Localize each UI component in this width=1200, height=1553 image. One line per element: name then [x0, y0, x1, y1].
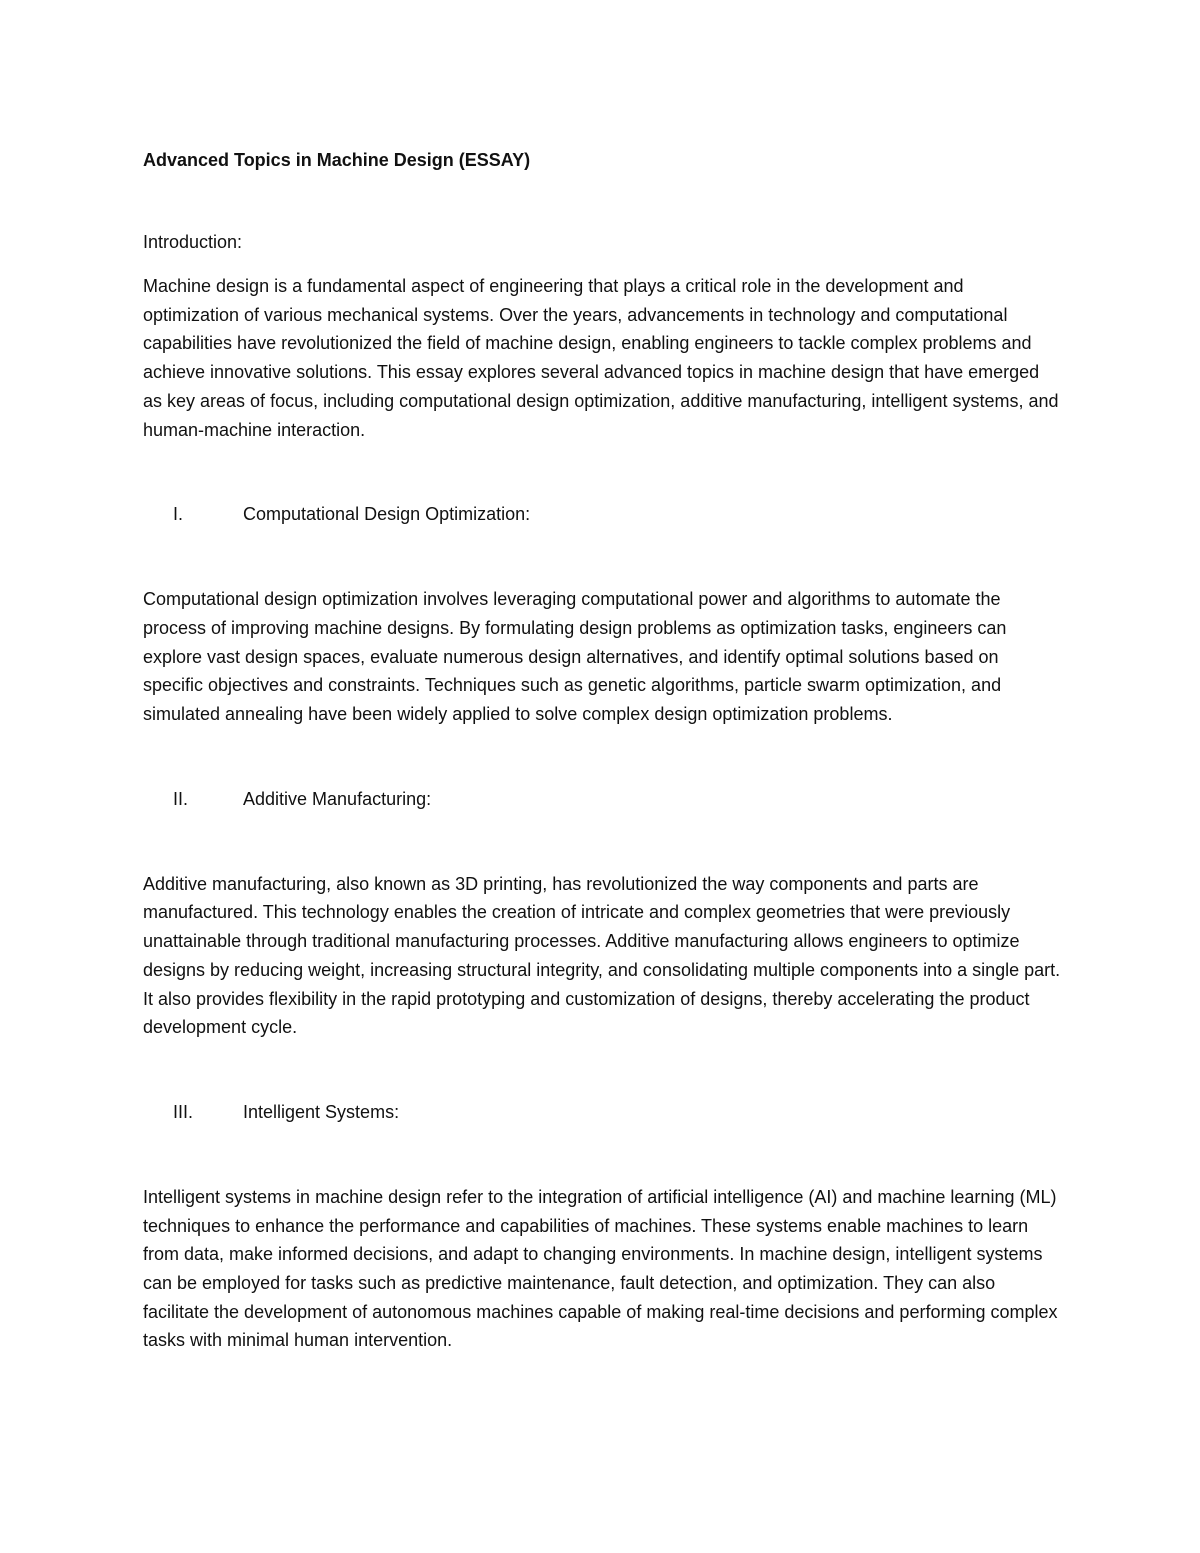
- section-paragraph: Intelligent systems in machine design refer to the integration of artificial intelligence (AI) and machine learning (ML) techniques to enhance the performance and capabilities of machines. These systems enable machines to learn from data, make informed decisions, and adapt to changing environments. In machine design, intelligent systems can be employed for tasks such as predictive maintenance, fault detection, and optimization. They can also facilitate the development of autonomous machines capable of making real-time decisions and performing complex tasks with minimal human intervention.: [143, 1186, 1058, 1351]
- document-title: Advanced Topics in Machine Design (ESSAY): [143, 150, 531, 170]
- section-title: Intelligent Systems:: [243, 1101, 400, 1122]
- section-title: Additive Manufacturing:: [243, 788, 432, 809]
- section-heading: [143, 785, 1063, 814]
- section-paragraph: Computational design optimization involves leveraging computational power and algorithms to automate the process of improving machine designs. By formulating design problems as optimization tasks, engineers can explore vast design spaces, evaluate numerous design alternatives, and identify optimal solutions based on specific objectives and constraints. Techniques such as genetic algorithms, particle swarm optimization, and simulated annealing have been widely applied to solve complex design optimization problems.: [143, 589, 1007, 725]
- section-title: Computational Design Optimization:: [243, 504, 531, 525]
- section-paragraph: Additive manufacturing, also known as 3D printing, has revolutionized the way components and parts are manufactured. This technology enables the creation of intricate and complex geometries that were previously unattainable through traditional manufacturing processes. Additive manufacturing allows engineers to optimize designs by reducing weight, increasing structural integrity, and consolidating multiple components into a single part. It also provides flexibility in the rapid prototyping and customization of designs, thereby accelerating the product development cycle.: [143, 873, 1061, 1038]
- section-heading: [143, 1098, 1063, 1127]
- section-number: II.: [173, 788, 189, 809]
- section-number: III.: [173, 1101, 194, 1122]
- section-number: I.: [173, 504, 184, 525]
- introduction-heading: Introduction:: [143, 232, 243, 252]
- section-heading: [143, 500, 1063, 529]
- document-content: [143, 146, 1063, 1355]
- introduction-paragraph: Machine design is a fundamental aspect of engineering that plays a critical role in the development and optimization of various mechanical systems. Over the years, advancements in technology and computational capabilities have revolutionized the field of machine design, enabling engineers to tackle complex problems and achieve innovative solutions. This essay explores several advanced topics in machine design that have emerged as key areas of focus, including computational design optimization, additive manufacturing, intelligent systems, and human-machine interaction.: [143, 276, 1059, 440]
